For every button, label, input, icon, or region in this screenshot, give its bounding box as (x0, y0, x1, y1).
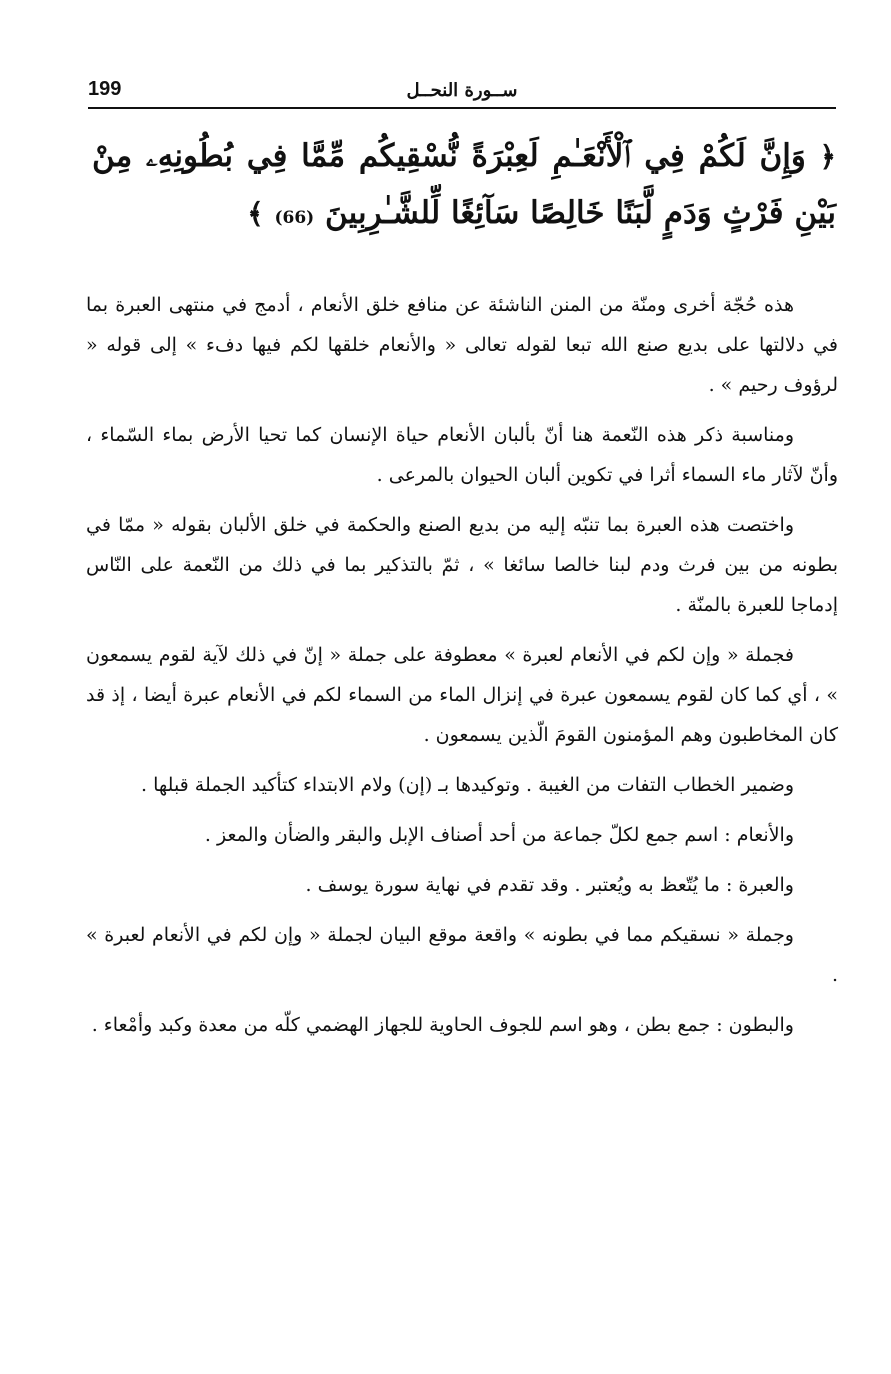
verse-open-bracket: ﴿ (819, 140, 837, 173)
paragraph-2: ومناسبة ذكر هذه النّعمة هنا أنّ بألبان الأنعام حياة الإنسان كما تحيا الأرض بماء السّماء ، وأنّ لآثار ماء السماء أثرا في تكوين ألبان الحيوان بالمرعى . (86, 424, 838, 486)
paragraph-7: والعبرة : ما يُتّعظ به ويُعتبر . وقد تقدم في نهاية سورة يوسف . (305, 874, 794, 896)
paragraph-6: والأنعام : اسم جمع لكلّ جماعة من أحد أصناف الإبل والبقر والضأن والمعز . (204, 824, 794, 846)
verse-close-bracket: ﴾ (247, 197, 264, 230)
paragraph-3: واختصت هذه العبرة بما تنبّه إليه من بديع الصنع والحكمة في خلق الألبان بقوله « ممّا في بطونه من بين فرث ودم لبنا خالصا سائغا » ، ثمّ بالتذكير بما في ذلك من النّعمة على النّاس إدماجا للعبرة بالمنّة . (86, 514, 838, 616)
page-number: 199 (88, 78, 122, 100)
verse-text: وَإِنَّ لَكُمْ فِي ٱلْأَنْعَـٰمِ لَعِبْرَةً نُّسْقِيكُم مِّمَّا فِي بُطُونِهِۦ مِنْ بَيْنِ فَرْثٍ وَدَمٍ لَّبَنًا خَالِصًا سَآئِغًا لِّلشَّـٰرِبِينَ (92, 138, 836, 231)
verse-number: (66) (274, 208, 315, 228)
paragraph-8: وجملة « نسقيكم مما في بطونه » واقعة موقع البيان لجملة « وإن لكم في الأنعام لعبرة » . (86, 924, 838, 986)
quran-verse (92, 128, 836, 246)
paragraph-9: والبطون : جمع بطن ، وهو اسم للجوف الحاوية للجهاز الهضمي كلّه من معدة وكبد وأمْعاء . (91, 1014, 794, 1036)
page-header (88, 76, 836, 106)
surah-running-head: ســورة النحــل (406, 80, 518, 101)
paragraph-1: هذه حُجّة أخرى ومنّة من المنن الناشئة عن منافع خلق الأنعام ، أدمج في منتهى العبرة بما في دلالتها على بديع صنع الله تبعا لقوله تعالى « والأنعام خلقها لكم فيها دفء » إلى قوله « لرؤوف رحيم » . (86, 294, 838, 396)
header-rule (88, 107, 836, 109)
paragraph-4: فجملة « وإن لكم في الأنعام لعبرة » معطوفة على جملة « إنّ في ذلك لآية لقوم يسمعون » ، أي كما كان لقوم يسمعون عبرة في إنزال الماء من السماء لكم في الأنعام عبرة أيضا ، إذ قد كان المخاطبون وهم المؤمنون القومَ الّذين يسمعون . (86, 644, 838, 746)
paragraph-5: وضمير الخطاب التفات من الغيبة . وتوكيدها بـ (إن) ولام الابتداء كتأكيد الجملة قبلها . (141, 774, 794, 796)
commentary-body (86, 285, 838, 1055)
